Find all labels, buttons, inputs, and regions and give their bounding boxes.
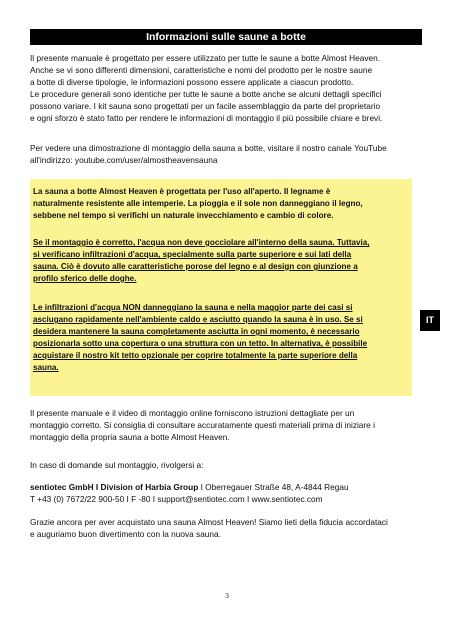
- intro-paragraph: Il presente manuale è progettato per essere utilizzato per tutte le saune a botte Almost Heaven. Anche se vi sono differenti dimensioni, caratteristiche e nomi del prodotto per le nostre saune a botte di diverse tipologie, le informazioni possono essere applicate a ciascun prodotto. Le procedure generali sono identiche per tutte le saune a botte anche se alcuni dettagli specifici possono variare. I kit sauna sono progettati per un facile assemblaggio da parte del proprietario e ogni sforzo è stato fatto per rendere le informazioni di montaggio il più possibile chiare e brevi.: [30, 53, 383, 123]
- page-number: 3: [225, 591, 229, 600]
- company-address: I Oberregauer Straße 48, A-4844 Regau: [198, 482, 349, 492]
- company-name: sentiotec GmbH I Division of Harbia Group: [30, 482, 199, 492]
- page-title: Informazioni sulle saune a botte: [30, 29, 422, 45]
- thanks-paragraph: Grazie ancora per aver acquistato una sauna Almost Heaven! Siamo lieti della fiducia accordataci e auguriamo buon divertimento con la nuova sauna.: [30, 517, 388, 539]
- video-paragraph: Per vedere una dimostrazione di montaggio della sauna a botte, visitare il nostro canale YouTube all'indirizzo: youtube.com/user/almostheavensauna: [30, 143, 387, 165]
- questions-paragraph: In caso di domande sul montaggio, rivolgersi a:: [30, 460, 204, 470]
- warning-keep-dry: Le infiltrazioni d'acqua NON danneggiano la sauna e nella maggior parte dei casi si asciugano rapidamente nell'ambiente caldo e asciutto quando la sauna è in uso. Se si desidera mantenere la sauna completamente asciutta in ogni momento, è necessario posizionarla sotto una copertura o una struttura con un tetto. In alternativa, è possibile acquistare il nostro kit tetto opzionale per coprire totalmente la parte superiore della sauna.: [33, 303, 368, 372]
- warning-outdoor-use: La sauna a botte Almost Heaven è progettata per l'uso all'aperto. Il legname è naturalmente resistente alle intemperie. La pioggia e il sole non danneggiano il legno, sebbene nel tempo si verifichi un naturale invecchiamento e cambio di colore.: [33, 187, 363, 220]
- company-contact-block: [30, 481, 430, 505]
- warning-water-infiltration: Se il montaggio è corretto, l'acqua non deve gocciolare all'interno della sauna. Tuttavia, si verificano infiltrazioni d'acqua, specialmente sulla parte superiore e sui lati della sauna. Ciò è dovuto alle caratteristiche porose del legno e al design con giunzione a profilo sferico delle doghe.: [33, 238, 370, 283]
- manual-paragraph: Il presente manuale e il video di montaggio online forniscono istruzioni dettagliate per un montaggio corretto. Si consiglia di consultare accuratamente questi materiali prima di iniziare i montaggio della propria sauna a botte Almost Heaven.: [30, 408, 375, 442]
- company-contact-line: T +43 (0) 7672/22 900-50 I F -80 I support@sentiotec.com I www.sentiotec.com: [30, 494, 323, 504]
- warning-box: [30, 179, 412, 396]
- language-tab: IT: [420, 310, 440, 331]
